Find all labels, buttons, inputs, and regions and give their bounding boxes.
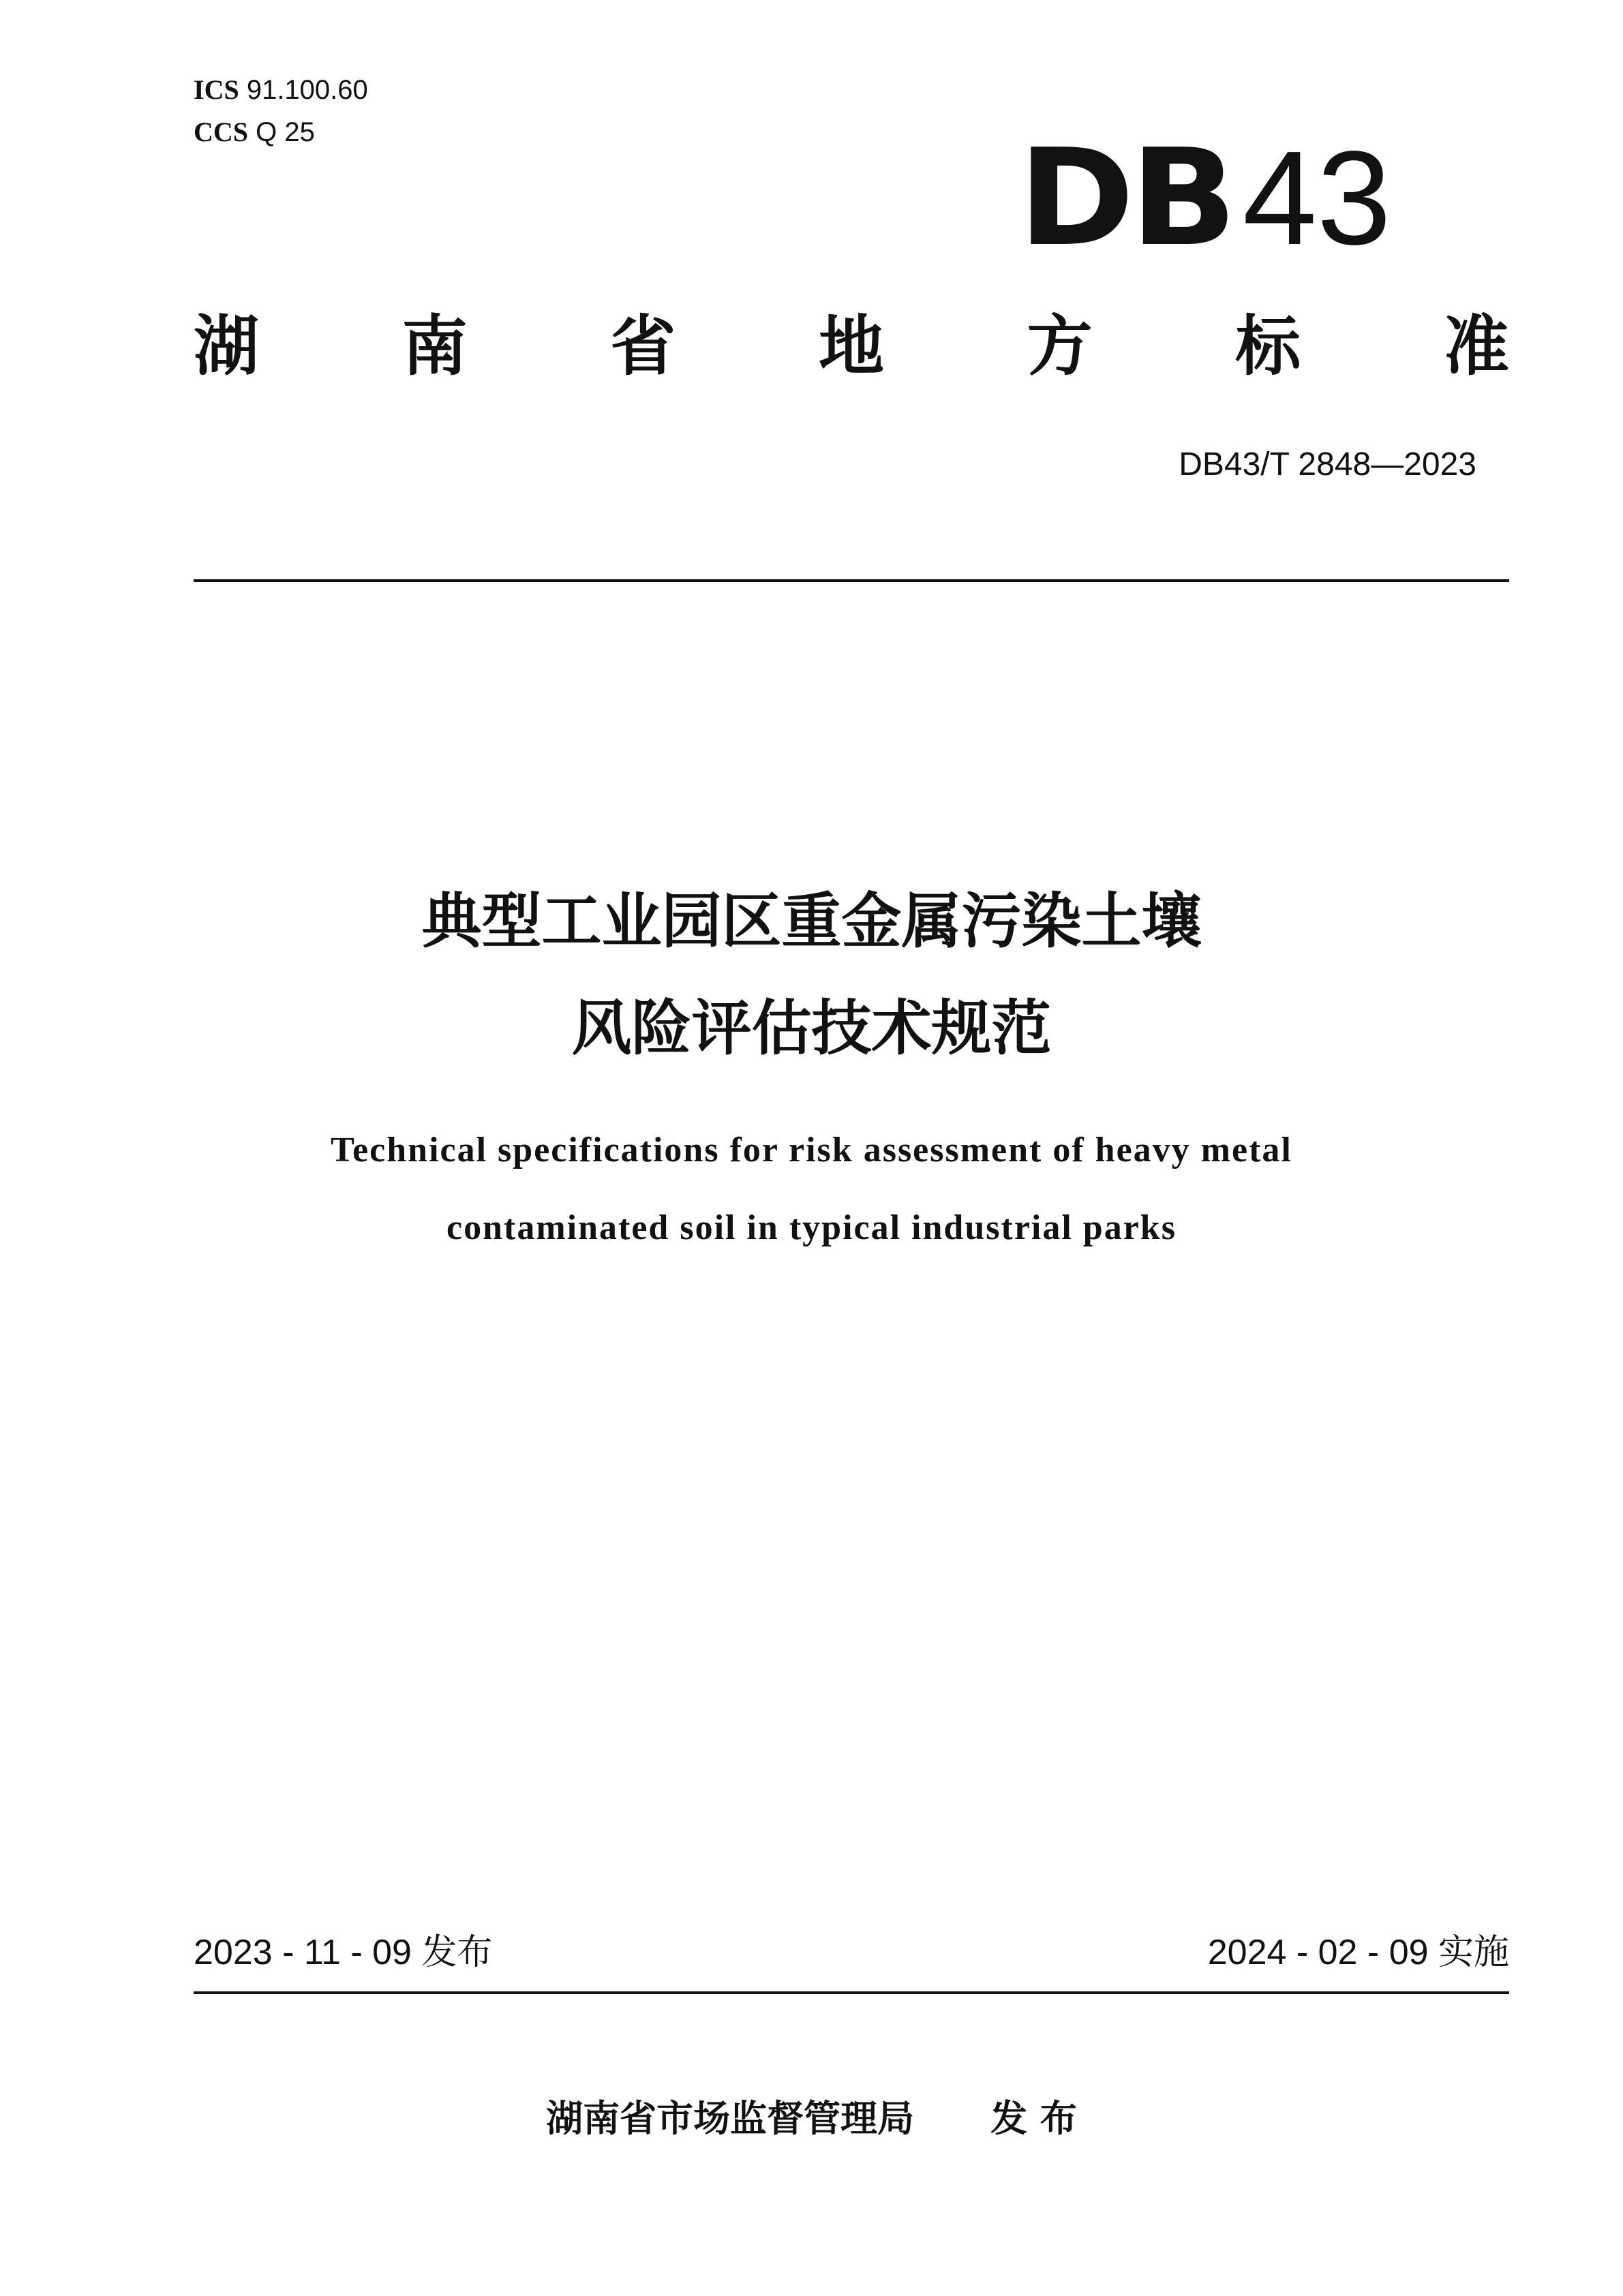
issue-label: 发布	[421, 1932, 493, 1973]
standard-number: DB43/T 2848—2023	[1179, 446, 1476, 483]
standard-type-char: 省	[610, 308, 676, 384]
publisher-line	[0, 2095, 1623, 2143]
effective-label: 实施	[1438, 1932, 1509, 1973]
standard-type-char: 方	[1027, 308, 1093, 384]
ccs-label: CCS	[194, 117, 249, 147]
ics-code	[194, 74, 368, 106]
bottom-divider	[194, 1991, 1509, 1994]
ccs-value: Q 25	[256, 117, 315, 147]
title-en-line2: contaminated soil in typical industrial parks	[446, 1208, 1177, 1247]
standard-type-char: 准	[1443, 308, 1509, 384]
ics-value: 91.100.60	[246, 75, 368, 105]
standard-type-char: 地	[818, 308, 884, 384]
standard-type-char: 湖	[194, 308, 259, 384]
title-zh-line2: 风险评估技术规范	[571, 993, 1052, 1063]
ics-label: ICS	[194, 74, 239, 105]
standard-type-title	[194, 305, 1509, 387]
title-zh-line1: 典型工业园区重金属污染土壤	[421, 886, 1202, 956]
issue-date-block	[194, 1930, 492, 1975]
issue-date: 2023 - 11 - 09	[194, 1933, 412, 1972]
publisher-name: 湖南省市场监督管理局	[546, 2097, 915, 2140]
ccs-code	[194, 116, 315, 149]
db-logo-number: 43	[1242, 123, 1391, 273]
publisher-action: 发 布	[990, 2097, 1077, 2140]
title-en-line1: Technical specifications for risk assessment of heavy metal	[331, 1131, 1292, 1169]
standard-type-char: 标	[1235, 308, 1301, 384]
db-logo-letters: DB	[1018, 121, 1233, 276]
effective-date-block	[1208, 1930, 1509, 1975]
standard-type-char: 南	[401, 308, 468, 384]
top-divider	[194, 579, 1509, 582]
db-standard-logo	[1018, 121, 1391, 276]
effective-date: 2024 - 02 - 09	[1207, 1933, 1429, 1972]
